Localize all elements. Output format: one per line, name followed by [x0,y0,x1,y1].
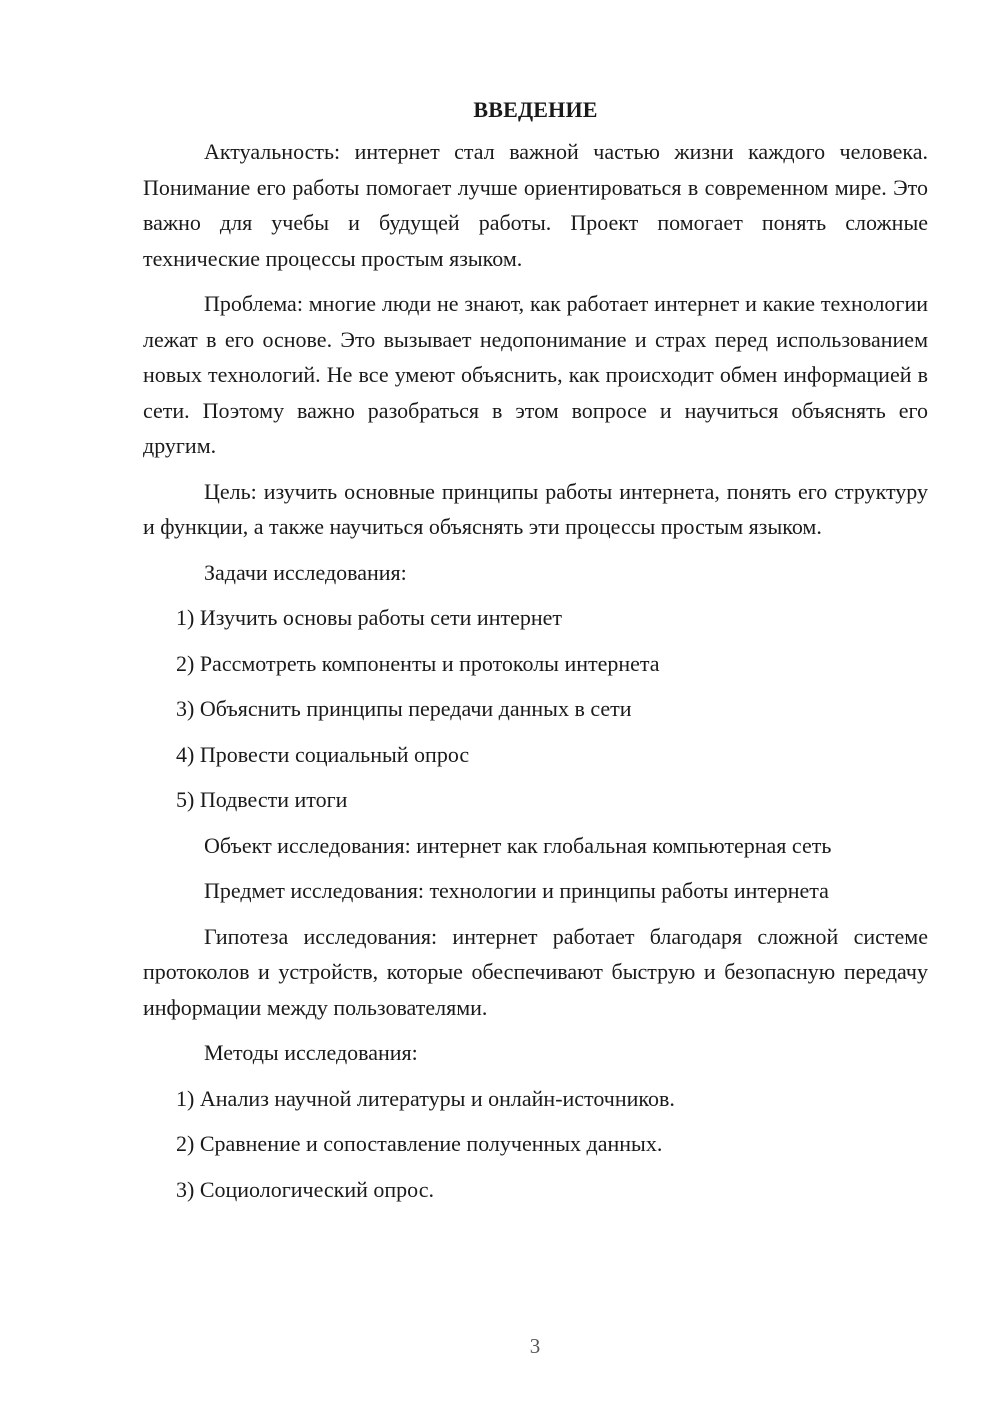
page-title: ВВЕДЕНИЕ [473,97,598,122]
list-item: 1) Изучить основы работы сети интернет [176,605,563,630]
methods-list [143,1081,928,1208]
tasks-list [143,600,928,818]
problem-paragraph: Проблема: многие люди не знают, как работает интернет и какие технологии лежат в его основе. Это вызывает недопонимание и страх перед использованием новых технологий. Не все умеют объяснить, как происходит обмен информацией в сети. Поэтому важно разобраться в этом вопросе и научиться объяснять его другим. [143,291,928,458]
list-item: 2) Сравнение и сопоставление полученных данных. [176,1131,663,1156]
hypothesis-paragraph: Гипотеза исследования: интернет работает благодаря сложной системе протоколов и устройств, которые обеспечивают быструю и безопасную передачу информации между пользователями. [143,923,928,1020]
list-item: 1) Анализ научной литературы и онлайн-источников. [176,1085,675,1111]
list-item: 2) Рассмотреть компоненты и протоколы интернета [176,650,660,676]
object-line: Объект исследования: интернет как глобальная компьютерная сеть [204,832,832,858]
methods-heading: Методы исследования: [204,1040,418,1065]
list-item: 4) Провести социальный опрос [176,741,470,767]
document-page [143,92,928,1217]
list-item: 3) Объяснить принципы передачи данных в сети [176,696,632,721]
relevance-paragraph: Актуальность: интернет стал важной частью жизни каждого человека. Понимание его работы помогает лучше ориентироваться в современном мире. Это важно для учебы и будущей работы. Проект помогает понять сложные технические процессы простым языком. [143,139,928,271]
list-item: 5) Подвести итоги [176,787,348,812]
subject-line: Предмет исследования: технологии и принципы работы интернета [204,878,829,903]
tasks-heading: Задачи исследования: [204,559,407,585]
goal-paragraph: Цель: изучить основные принципы работы интернета, понять его структуру и функции, а также научиться объяснять эти процессы простым языком. [143,478,928,539]
list-item: 3) Социологический опрос. [176,1176,434,1202]
page-number: 3 [529,1334,541,1358]
